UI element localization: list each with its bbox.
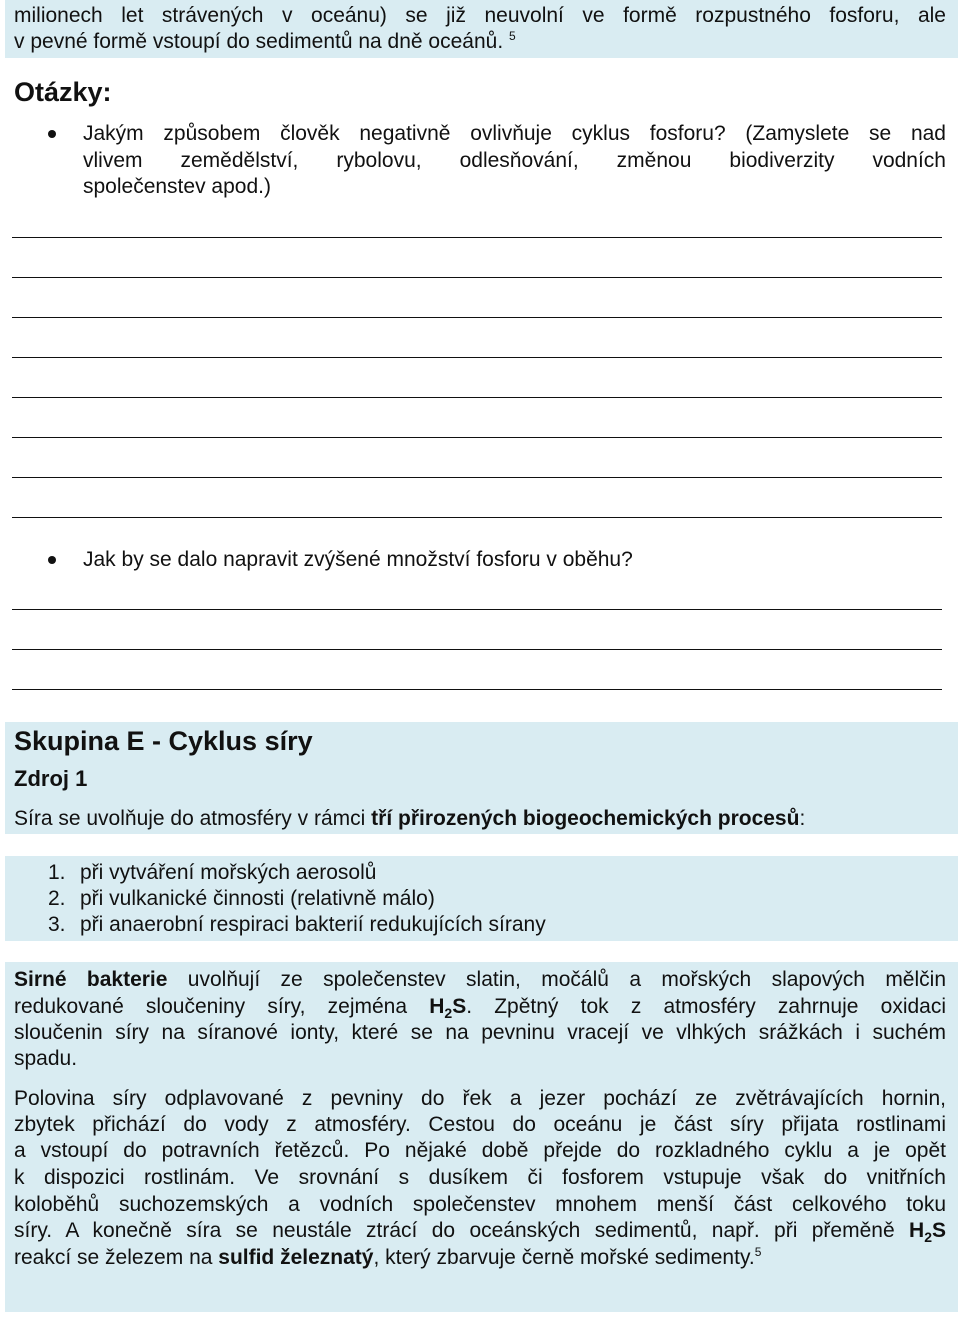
question-1-line-1: Jakým způsobem člověk negativně ovlivňuje cyklus fosforu? (Zamyslete se nad	[83, 122, 946, 145]
formula-h: H	[909, 1219, 925, 1242]
paragraph-text: . Zpětný tok z atmosféry zahrnuje oxidaci	[466, 995, 947, 1018]
section-title: Skupina E - Cyklus síry	[14, 726, 313, 756]
formula-s: S	[931, 1219, 946, 1242]
paragraph-text: síry. A konečně síra se neustále ztrácí do oceánských sedimentů, např. při přeměně	[14, 1219, 910, 1242]
footnote-ref: 5	[509, 29, 516, 43]
answer-line[interactable]	[12, 517, 942, 518]
intro-line-2	[14, 29, 946, 56]
paragraph-1-line-4: spadu.	[14, 1047, 78, 1070]
paragraph-2-line-7	[14, 1245, 946, 1272]
formula-subscript: 2	[444, 1005, 453, 1022]
h2s-formula	[429, 995, 467, 1022]
answer-line[interactable]	[12, 609, 942, 610]
answer-line[interactable]	[12, 477, 942, 478]
answer-line[interactable]	[12, 397, 942, 398]
list-item-text: při vytváření mořských aerosolů	[80, 861, 377, 884]
section-intro-bold: tří přirozených biogeochemických procesů	[371, 807, 800, 830]
answer-line[interactable]	[12, 277, 942, 278]
paragraph-text: , který zbarvuje černě mořské sedimenty.	[373, 1246, 755, 1269]
list-item	[48, 912, 546, 939]
paragraph-text: redukované sloučeniny síry, zejména	[14, 995, 430, 1018]
answer-line[interactable]	[12, 317, 942, 318]
paragraph-2-line-3: a vstoupí do potravních řetězců. Po nějaké době přejde do rozkladného cyklu a je opět	[14, 1139, 946, 1162]
answer-line[interactable]	[12, 649, 942, 650]
source-label: Zdroj 1	[14, 766, 88, 791]
bullet-icon	[48, 556, 56, 564]
formula-h: H	[429, 995, 445, 1018]
sulfur-bacteria-term: Sirné bakterie	[14, 968, 168, 991]
section-intro-end: :	[799, 807, 806, 830]
questions-heading: Otázky:	[14, 77, 112, 107]
question-1-line-2: vlivem zemědělství, rybolovu, odlesňování, změnou biodiverzity vodních	[83, 149, 946, 172]
section-intro-text: Síra se uvolňuje do atmosféry v rámci	[14, 807, 372, 830]
bullet-icon	[48, 130, 56, 138]
question-1-line-3: společenstev apod.)	[83, 175, 271, 198]
footnote-ref: 5	[754, 1245, 762, 1259]
paragraph-text: uvolňují ze společenstev slatin, močálů a mořských slapových mělčin	[167, 968, 946, 991]
intro-line-1: milionech let strávených v oceánu) se již neuvolní ve formě rozpustného fosforu, ale	[14, 4, 946, 27]
paragraph-text: reakcí se železem na	[14, 1246, 219, 1269]
h2s-formula	[909, 1219, 946, 1246]
list-number: 3.	[48, 913, 66, 936]
formula-subscript: 2	[924, 1229, 932, 1246]
answer-line[interactable]	[12, 689, 942, 690]
answer-line[interactable]	[12, 237, 942, 238]
list-item	[48, 886, 435, 913]
paragraph-1-line-1	[14, 967, 946, 994]
answer-line[interactable]	[12, 357, 942, 358]
ferrous-sulfide-term: sulfid železnatý	[218, 1246, 374, 1269]
list-item	[48, 860, 376, 887]
section-intro	[14, 806, 805, 833]
intro-line-2-text: v pevné formě vstoupí do sedimentů na dně oceánů.	[14, 30, 504, 53]
formula-s: S	[452, 995, 467, 1018]
paragraph-2-line-2: zbytek přichází do vody z atmosféry. Cestou do oceánu je část síry přijata rostlinami	[14, 1113, 946, 1136]
paragraph-2-line-1: Polovina síry odplavované z pevniny do řek a jezer pochází ze zvětrávajících hornin,	[14, 1087, 946, 1110]
list-number: 1.	[48, 861, 66, 884]
list-item-text: při vulkanické činnosti (relativně málo)	[80, 887, 435, 910]
answer-line[interactable]	[12, 437, 942, 438]
paragraph-2-line-5: koloběhů suchozemských a vodních společenstev mnohem menší část celkového toku	[14, 1193, 946, 1216]
paragraph-2-line-4: k dispozici rostlinám. Ve srovnání s dusíkem či fosforem vstupuje však do vnitřních	[14, 1166, 946, 1189]
list-item-text: při anaerobní respiraci bakterií redukujících sírany	[80, 913, 546, 936]
list-number: 2.	[48, 887, 66, 910]
paragraph-1-line-3: sloučenin síry na síranové ionty, které se na pevninu vracejí ve vlhkých srážkách i suchém	[14, 1021, 946, 1044]
question-2: Jak by se dalo napravit zvýšené množství fosforu v oběhu?	[83, 548, 633, 571]
